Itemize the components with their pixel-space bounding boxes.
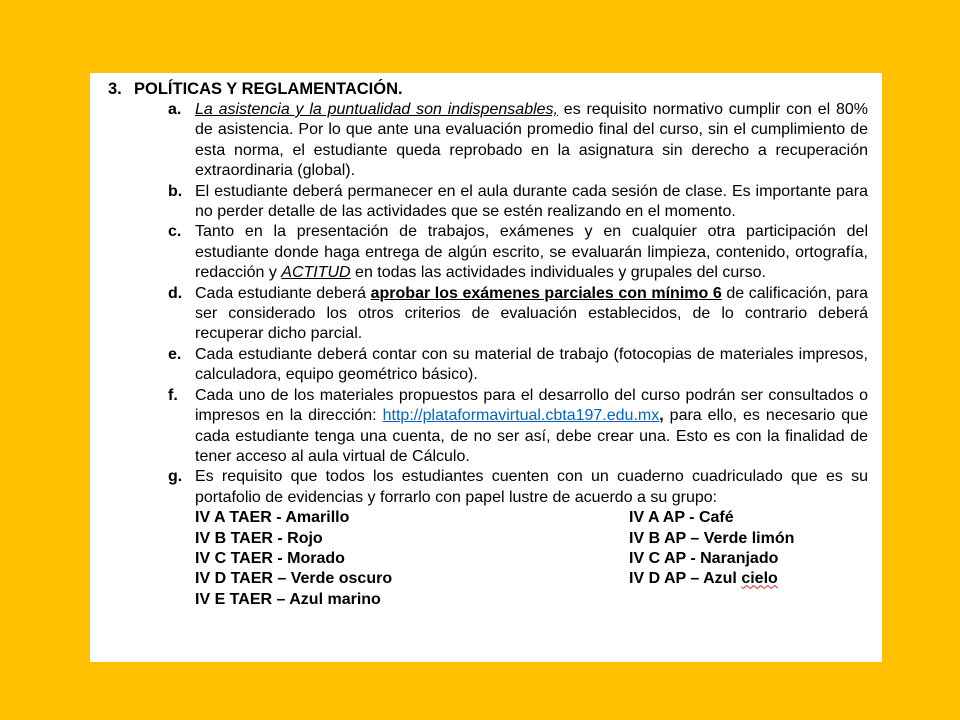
policy-item-f [108, 386, 868, 468]
section-number: 3. [108, 80, 122, 98]
policy-item-d [108, 284, 868, 345]
group-line: IV C AP - Naranjado [629, 549, 779, 567]
group-line: IV A AP - Café [629, 509, 734, 527]
policy-item-a [108, 100, 868, 182]
policy-item-e [108, 345, 868, 386]
group-column-taer [195, 508, 392, 610]
group-line: IV A TAER - Amarillo [195, 509, 350, 527]
attendance-emphasis: La asistencia y la puntualidad son indispensables, [195, 101, 558, 118]
item-text: El estudiante deberá permanecer en el aula durante cada sesión de clase. Es importante para no perder detalle de las actividades que se estén realizando en el momento. [195, 182, 868, 221]
section-title [108, 79, 868, 99]
item-letter: e. [168, 345, 182, 363]
group-line: IV D TAER – Verde oscuro [195, 570, 393, 588]
item-letter: b. [168, 182, 183, 200]
item-text: Cada uno de los materiales propuestos para el desarrollo del curso podrán ser consultados o impresos en la dirección: [195, 386, 868, 425]
item-text: Es requisito que todos los estudiantes cuenten con un cuaderno cuadriculado que es su portafolio de evidencias y forrarlo con papel lustre de acuerdo a su grupo: [195, 468, 868, 506]
group-line: IV B AP – Verde limón [629, 529, 795, 547]
policy-item-c [108, 222, 868, 283]
item-text: es requisito normativo cumplir con el 80% de asistencia. Por lo que ante una evaluación promedio final del curso, sin el cumplimiento de esta norma, el estudiante queda reprobado en la asignatura sin derecho a recuperación extraordinaria (global). [195, 101, 869, 180]
group-line: IV C TAER - Morado [195, 549, 345, 567]
group-line [629, 569, 794, 589]
exam-emphasis: aprobar los exámenes parciales con mínimo 6 [370, 284, 722, 302]
link-comma: , [659, 407, 664, 425]
section-title-text: POLÍTICAS Y REGLAMENTACIÓN. [134, 80, 403, 98]
item-text-post: en todas las actividades individuales y grupales del curso. [350, 264, 766, 282]
spellcheck-word: cielo [741, 570, 778, 588]
item-letter: d. [168, 284, 183, 302]
group-line-pre: IV D AP – Azul [629, 570, 742, 588]
item-letter: a. [168, 101, 182, 118]
policy-item-b [108, 182, 868, 223]
document-page [90, 73, 882, 662]
item-text: Cada estudiante deberá [195, 284, 371, 302]
item-letter: f. [168, 386, 178, 404]
platform-link[interactable]: http://plataformavirtual.cbta197.edu.mx [382, 407, 660, 425]
group-line: IV E TAER – Azul marino [195, 590, 381, 608]
group-column-ap [629, 508, 794, 590]
policy-item-g [108, 467, 868, 508]
item-text-post: para ello, es necesario que cada estudiante tenga una cuenta, de no ser así, debe crear una. Esto es con la finalidad de tener acceso al aula virtual de Cálculo. [195, 407, 868, 465]
item-text: Cada estudiante deberá contar con su material de trabajo (fotocopias de materiales impresos, calculadora, equipo geométrico básico). [195, 345, 868, 384]
item-letter: c. [168, 223, 182, 241]
item-text-post: de calificación, para ser considerado los otros criterios de evaluación establecidos, de lo contrario deberá recuperar dicho parcial. [195, 284, 868, 343]
group-line: IV B TAER - Rojo [195, 529, 323, 547]
attitude-emphasis: ACTITUD [281, 264, 351, 282]
item-letter: g. [168, 468, 183, 486]
group-colors [108, 508, 868, 610]
item-text: Tanto en la presentación de trabajos, exámenes y en cualquier otra participación del estudiante donde haga entrega de algún escrito, se evaluarán limpieza, contenido, ortografía, redacción y [195, 223, 868, 282]
